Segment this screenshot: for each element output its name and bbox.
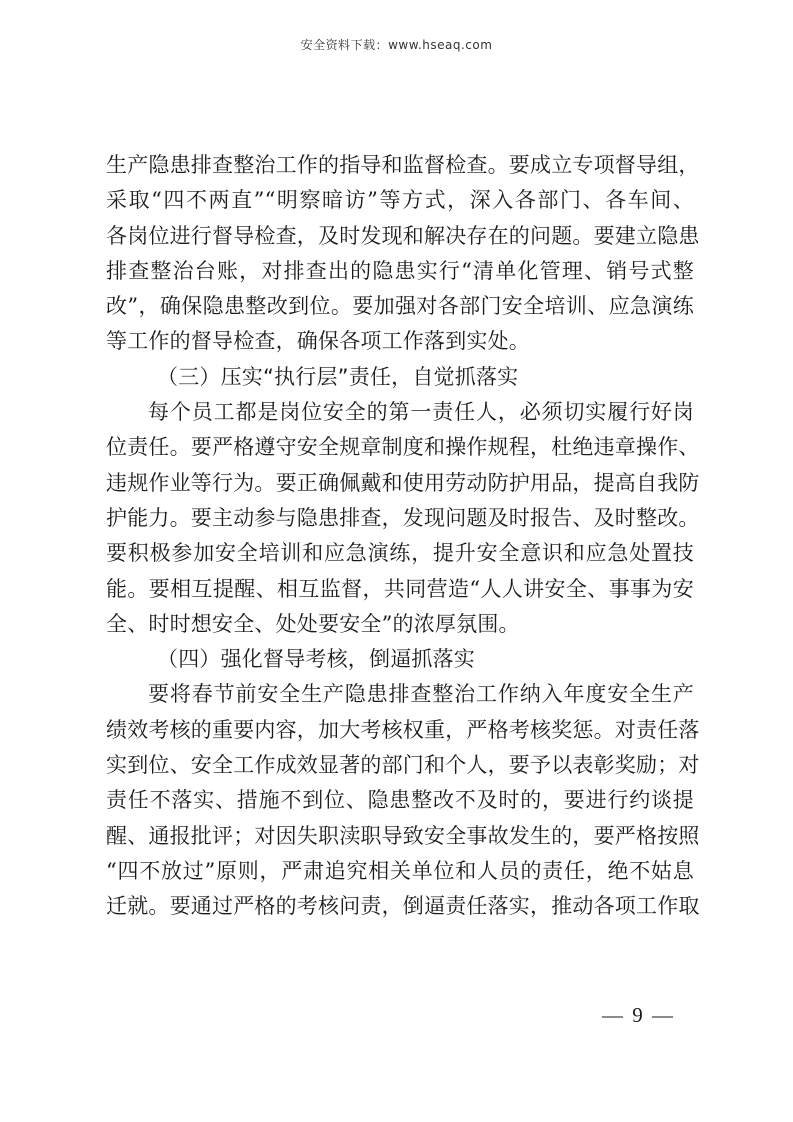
page-number: — 9 — <box>602 1003 675 1027</box>
paragraph-line: 迁就。要通过严格的考核问责，倒逼责任落实，推动各项工作取 <box>106 894 700 919</box>
paragraph-line: 要积极参加安全培训和应急演练，提升安全意识和应急处置技 <box>106 541 694 566</box>
paragraph-line: 绩效考核的重要内容，加大考核权重，严格考核奖惩。对责任落 <box>106 717 700 742</box>
paragraph-line: 每个员工都是岗位安全的第一责任人，必须切实履行好岗 <box>148 400 694 425</box>
paragraph-line: 违规作业等行为。要正确佩戴和使用劳动防护用品，提高自我防 <box>106 470 700 495</box>
paragraph-line: 生产隐患排查整治工作的指导和监督检查。要成立专项督导组， <box>106 153 700 177</box>
paragraph-line: 等工作的督导检查，确保各项工作落到实处。 <box>106 329 530 354</box>
paragraph-line: 改”，确保隐患整改到位。要加强对各部门安全培训、应急演练 <box>106 294 694 319</box>
paragraph-line: 全、时时想安全、处处要安全”的浓厚氛围。 <box>106 611 520 636</box>
paragraph-line: 醒、通报批评；对因失职渎职导致安全事故发生的，要严格按照 <box>106 823 700 848</box>
paragraph-line: 排查整治台账，对排查出的隐患实行“清单化管理、销号式整 <box>106 258 694 283</box>
paragraph-line: 能。要相互提醒、相互监督，共同营造“人人讲安全、事事为安 <box>106 576 694 601</box>
paragraph-line: 实到位、安全工作成效显著的部门和个人，要予以表彰奖励；对 <box>106 753 700 778</box>
section-heading: （四）强化督导考核，倒逼抓落实 <box>157 647 475 672</box>
section-heading: （三）压实“执行层”责任，自觉抓落实 <box>157 364 519 389</box>
document-body <box>106 148 700 925</box>
paragraph-line: 责任不落实、措施不到位、隐患整改不及时的，要进行约谈提 <box>106 788 694 813</box>
paragraph-line: 要将春节前安全生产隐患排查整治工作纳入年度安全生产 <box>148 682 694 707</box>
paragraph-line: “四不放过”原则，严肃追究相关单位和人员的责任，绝不姑息 <box>106 858 694 883</box>
page-header-watermark: 安全资料下载：www.hseaq.com <box>300 38 493 52</box>
paragraph-line: 采取“四不两直”“明察暗访”等方式，深入各部门、各车间、 <box>106 188 694 213</box>
paragraph-line: 各岗位进行督导检查，及时发现和解决存在的问题。要建立隐患 <box>106 223 700 248</box>
paragraph-line: 护能力。要主动参与隐患排查，发现问题及时报告、及时整改。 <box>106 505 700 530</box>
paragraph-line: 位责任。要严格遵守安全规章制度和操作规程，杜绝违章操作、 <box>106 435 700 460</box>
